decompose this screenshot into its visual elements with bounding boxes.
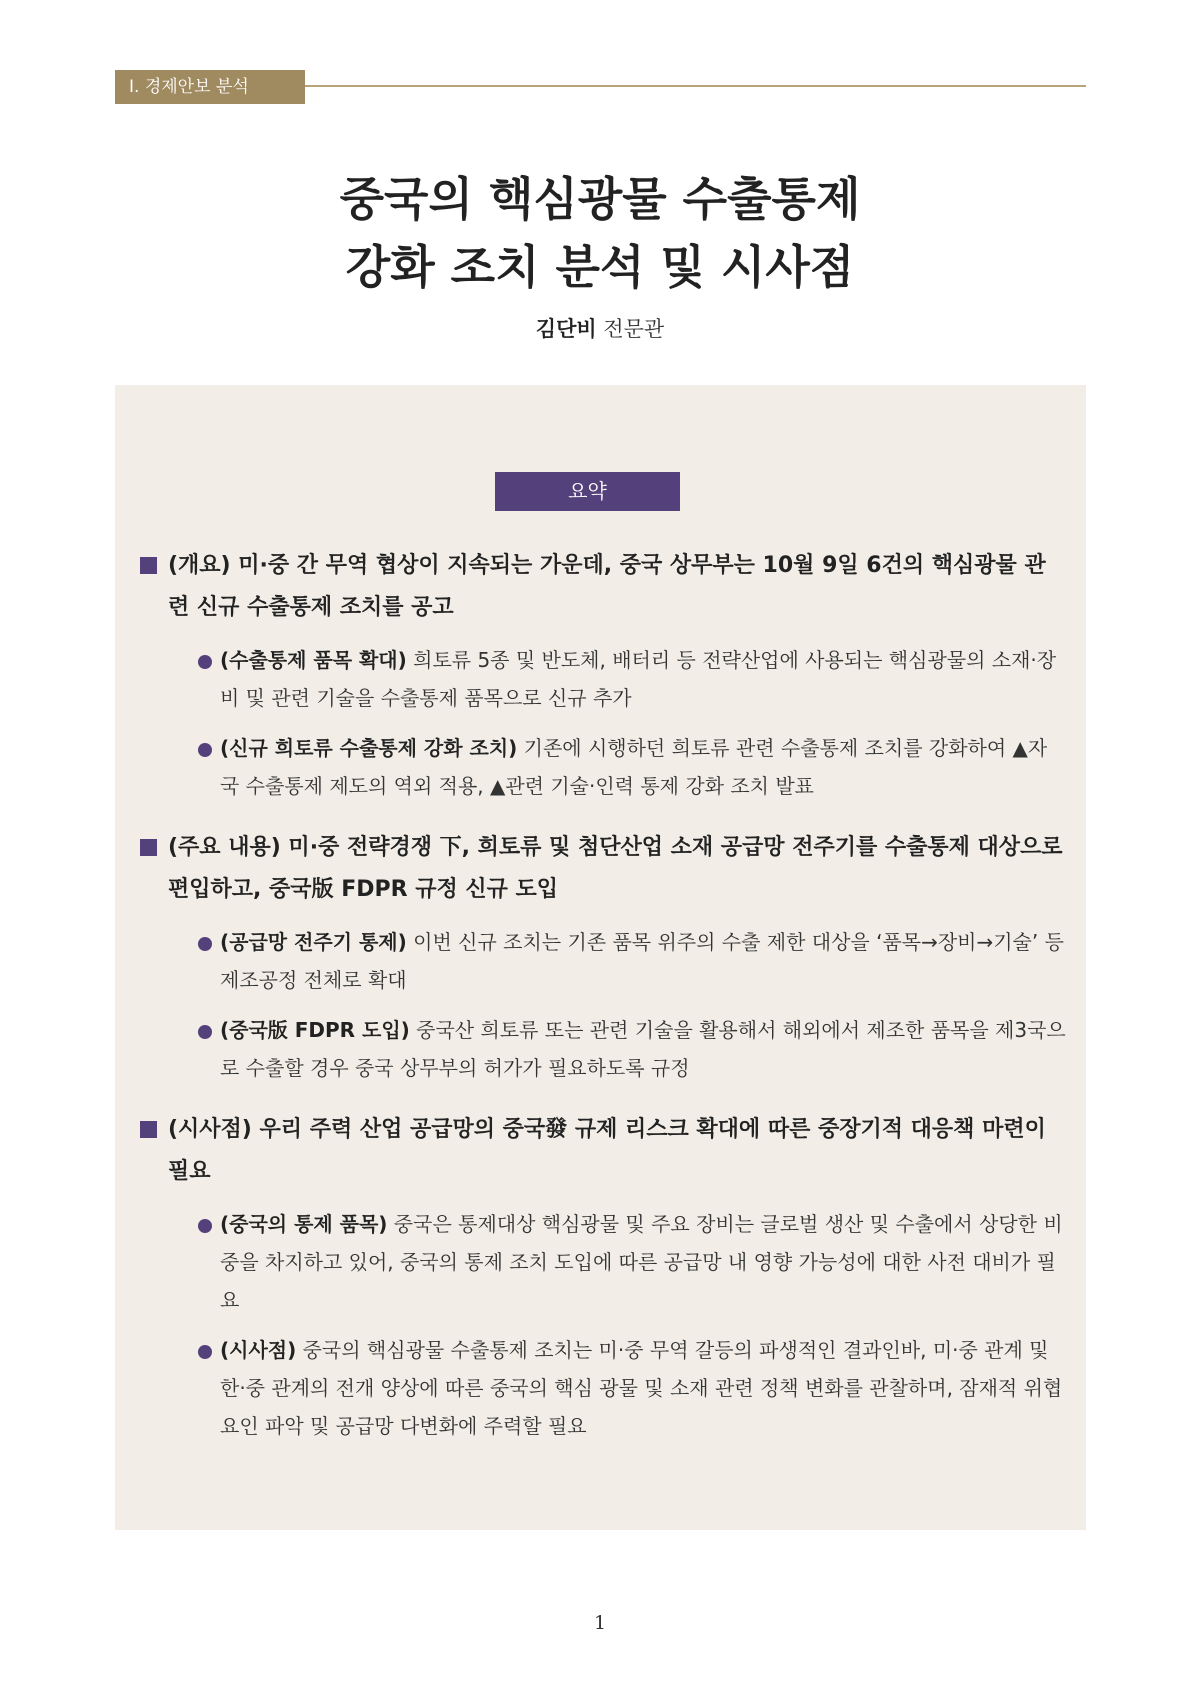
circle-bullet-icon bbox=[198, 655, 212, 669]
sub-point bbox=[168, 1011, 1066, 1087]
sub-point-label: (시사점) bbox=[220, 1338, 297, 1362]
author bbox=[0, 313, 1200, 343]
main-point-text: (시사점) 우리 주력 산업 공급망의 중국發 규제 리스크 확대에 따른 중장기적 대응책 마련이 필요 bbox=[168, 1117, 1046, 1184]
main-point bbox=[140, 1109, 1066, 1445]
square-bullet-icon bbox=[140, 839, 157, 856]
sub-point-body: 기존에 시행하던 희토류 관련 수출통제 조치를 강화하여 ▲자국 수출통제 제도의 역외 적용, ▲관련 기술·인력 통제 강화 조치 발표 bbox=[220, 736, 1048, 798]
sub-point bbox=[168, 923, 1066, 999]
section-label: Ⅰ. 경제안보 분석 bbox=[115, 70, 305, 104]
sub-point-label: (수출통제 품목 확대) bbox=[220, 648, 407, 672]
circle-bullet-icon bbox=[198, 1345, 212, 1359]
main-point-text: (주요 내용) 미·중 전략경쟁 下, 희토류 및 첨단산업 소재 공급망 전주기를 수출통제 대상으로 편입하고, 중국版 FDPR 규정 신규 도입 bbox=[168, 835, 1063, 902]
sub-point-body: 중국의 핵심광물 수출통제 조치는 미·중 무역 갈등의 파생적인 결과인바, 미·중 관계 및 한·중 관계의 전개 양상에 따른 중국의 핵심 광물 및 소재 관련 정책 변화를 관찰하며, 잠재적 위협 요인 파악 및 공급망 다변화에 주력할 필요 bbox=[220, 1338, 1063, 1438]
main-point bbox=[140, 545, 1066, 805]
page-title bbox=[0, 165, 1200, 301]
sub-point-text bbox=[220, 641, 1066, 717]
sub-point bbox=[168, 1331, 1066, 1445]
sub-point-body: 중국산 희토류 또는 관련 기술을 활용해서 해외에서 제조한 품목을 제3국으로 수출할 경우 중국 상무부의 허가가 필요하도록 규정 bbox=[220, 1018, 1066, 1080]
sub-point-label: (중국의 통제 품목) bbox=[220, 1212, 388, 1236]
sub-point bbox=[168, 729, 1066, 805]
circle-bullet-icon bbox=[198, 1025, 212, 1039]
sub-point-text bbox=[220, 1331, 1066, 1445]
sub-point-label: (공급망 전주기 통제) bbox=[220, 930, 407, 954]
author-role: 전문관 bbox=[603, 317, 665, 341]
sub-point-text bbox=[220, 729, 1066, 805]
sub-point-text bbox=[220, 1011, 1066, 1087]
main-point bbox=[140, 827, 1066, 1087]
sub-point-label: (중국版 FDPR 도입) bbox=[220, 1018, 410, 1042]
summary-points bbox=[140, 545, 1066, 1467]
square-bullet-icon bbox=[140, 557, 157, 574]
sub-point bbox=[168, 1205, 1066, 1319]
sub-point-body: 이번 신규 조치는 기존 품목 위주의 수출 제한 대상을 ‘품목→장비→기술’ 등 제조공정 전체로 확대 bbox=[220, 930, 1064, 992]
title-line-1: 중국의 핵심광물 수출통제 bbox=[339, 172, 861, 226]
sub-point-body: 중국은 통제대상 핵심광물 및 주요 장비는 글로벌 생산 및 수출에서 상당한 비중을 차지하고 있어, 중국의 통제 조치 도입에 따른 공급망 내 영향 가능성에 대한 사전 대비가 필요 bbox=[220, 1212, 1063, 1312]
author-name: 김단비 bbox=[535, 317, 597, 341]
sub-point bbox=[168, 641, 1066, 717]
summary-box bbox=[115, 385, 1086, 1530]
sub-point-text bbox=[220, 1205, 1066, 1319]
circle-bullet-icon bbox=[198, 1219, 212, 1233]
page-number: 1 bbox=[593, 1612, 607, 1634]
main-point-text: (개요) 미·중 간 무역 협상이 지속되는 가운데, 중국 상무부는 10월 9일 6건의 핵심광물 관련 신규 수출통제 조치를 공고 bbox=[168, 553, 1046, 620]
square-bullet-icon bbox=[140, 1121, 157, 1138]
sub-point-label: (신규 희토류 수출통제 강화 조치) bbox=[220, 736, 518, 760]
summary-tag: 요약 bbox=[495, 472, 680, 511]
title-line-2: 강화 조치 분석 및 시사점 bbox=[345, 240, 855, 294]
circle-bullet-icon bbox=[198, 743, 212, 757]
circle-bullet-icon bbox=[198, 937, 212, 951]
header-rule bbox=[305, 85, 1086, 87]
sub-point-text bbox=[220, 923, 1066, 999]
sub-point-body: 희토류 5종 및 반도체, 배터리 등 전략산업에 사용되는 핵심광물의 소재·장비 및 관련 기술을 수출통제 품목으로 신규 추가 bbox=[220, 648, 1057, 710]
